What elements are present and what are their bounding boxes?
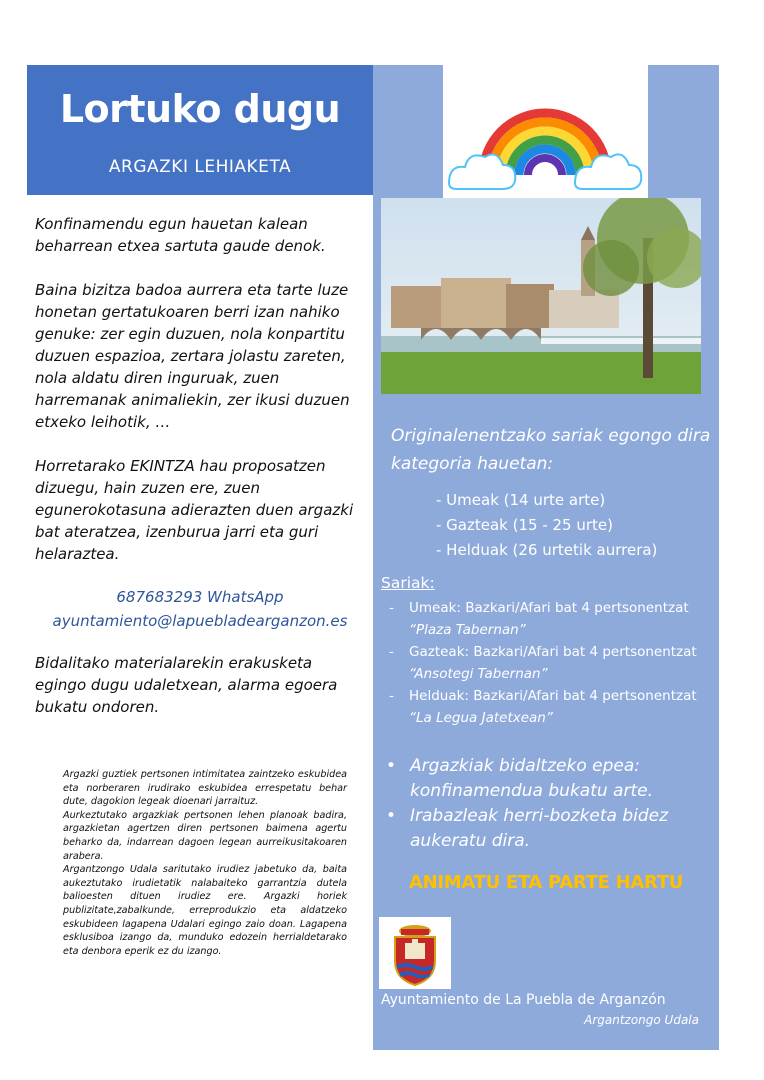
legal-paragraph-2: Aurkeztutako argazkiak pertsonen lehen planoak badira, argazkietan agertzen diren pertsonen baimena agertu beharko da, indarrean dagoen legean aurreikusitakoaren arabera. xyxy=(63,809,347,862)
contact-email[interactable]: ayuntamiento@lapuebladearganzon.es xyxy=(52,612,348,630)
call-to-action: ANIMATU ETA PARTE HARTU xyxy=(408,872,684,893)
town-name-basque: Argantzongo Udala xyxy=(584,1013,699,1027)
category-list xyxy=(436,488,657,563)
page-subtitle: ARGAZKI LEHIAKETA xyxy=(108,157,292,177)
page-title: Lortuko dugu xyxy=(59,87,341,131)
bullet-text: Irabazleak herri-bozketa bidez aukeratu dira. xyxy=(410,806,669,851)
header-banner xyxy=(27,65,373,195)
prizes-heading: Sariak: xyxy=(381,574,435,592)
prize-item xyxy=(389,685,709,729)
town-crest-logo xyxy=(379,917,451,989)
rainbow-illustration xyxy=(443,65,648,198)
village-bridge-photo xyxy=(381,198,701,394)
bullet-marker: • xyxy=(386,756,397,776)
prizes-list xyxy=(389,597,709,729)
dash-marker: - xyxy=(389,600,394,616)
category-item: - Gazteak (15 - 25 urte) xyxy=(436,516,614,534)
prize-item xyxy=(389,597,709,641)
prize-place: “Ansotegi Tabernan” xyxy=(409,666,548,682)
intro-text xyxy=(35,213,355,587)
dash-marker: - xyxy=(389,688,394,704)
legal-terms xyxy=(63,768,347,958)
prize-place: “La Legua Jatetxean” xyxy=(409,710,553,726)
category-item: - Helduak (26 urtetik aurrera) xyxy=(436,541,658,559)
bullet-item xyxy=(386,804,706,854)
dash-marker: - xyxy=(389,644,394,660)
prize-text: Umeak: Bazkari/Afari bat 4 pertsonentzat xyxy=(409,600,689,616)
whatsapp-phone[interactable]: 687683293 WhatsApp xyxy=(116,588,284,606)
bullet-text: Argazkiak bidaltzeko epea: konfinamendua bukatu arte. xyxy=(410,756,653,801)
prize-text: Gazteak: Bazkari/Afari bat 4 pertsonentzat xyxy=(409,644,697,660)
legal-paragraph-1: Argazki guztiek pertsonen intimitatea zaintzeko eskubidea eta norberaren irudirako eskubidea errespetatu behar dute, dagokion legeak dioenari jarraituz. xyxy=(63,769,347,808)
legal-paragraph-3: Argantzongo Udala saritutako irudiez jabetuko da, baita aukeztutako irudietatik nalabaiteko garrantzia dutela balioesten dituen irudiez ere. Argazki horiek publizitate,zabalkunde, erreprodukzio eta aldatzeko eskubideen lagapena Udalari egingo zaio doan. Lagapena esklusiboa izango da, munduko edozein herrialdetarako eta denbora eperik ez du izango. xyxy=(63,864,347,957)
contact-info xyxy=(27,585,373,633)
info-bullets xyxy=(386,754,706,854)
prize-item xyxy=(389,641,709,685)
prizes-intro: Originalenentzako sariak egongo dira kategoria hauetan: xyxy=(391,426,711,474)
category-item: - Umeak (14 urte arte) xyxy=(436,491,606,509)
prize-text: Helduak: Bazkari/Afari bat 4 pertsonentzat xyxy=(409,688,697,704)
intro-paragraph-2: Baina bizitza badoa aurrera eta tarte luze honetan gertatukoaren berri izan nahiko genuke: zer egin duzuen, nola konpartitu duzuen espazioa, zertara jolastu zareten, nola aldatu diren inguruak, zuen harremanak animaliekin, zer ikusi duzuen etxeko leihotik, … xyxy=(35,281,350,431)
bullet-item xyxy=(386,754,706,804)
bullet-marker: • xyxy=(386,806,397,826)
intro-paragraph-1: Konfinamendu egun hauetan kalean beharrean etxea sartuta gaude denok. xyxy=(35,215,326,255)
intro-paragraph-3: Horretarako EKINTZA hau proposatzen dizuegu, hain zuzen ere, zuen egunerokotasuna adierazten duen argazki bat ateratzea, izenburua jarri eta guri helaraztea. xyxy=(35,457,354,563)
prize-place: “Plaza Tabernan” xyxy=(409,622,526,638)
town-name-spanish: Ayuntamiento de La Puebla de Arganzón xyxy=(381,992,666,1008)
exhibition-note: Bidalitako materialarekin erakusketa egingo dugu udaletxean, alarma egoera bukatu ondoren. xyxy=(35,654,338,716)
